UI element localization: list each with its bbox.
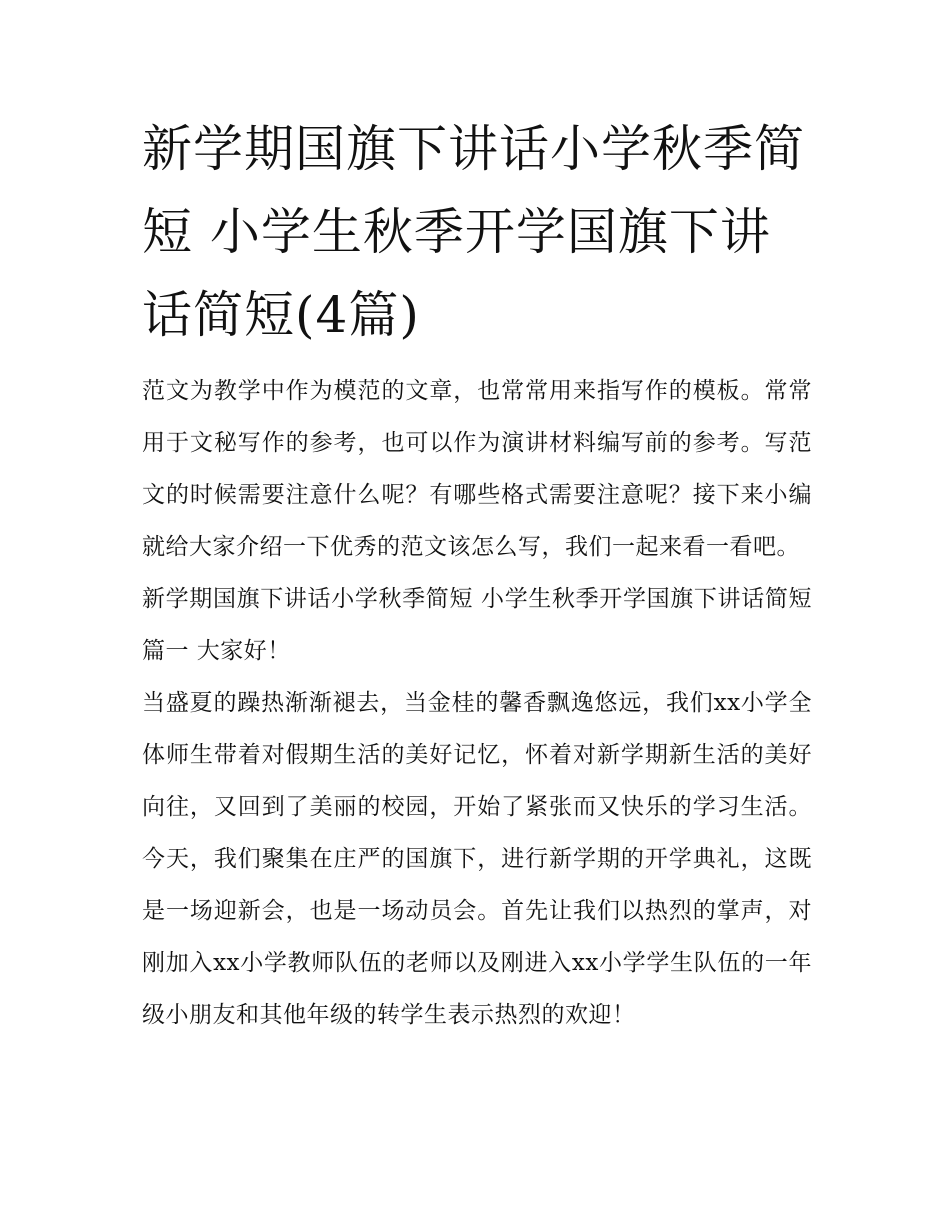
- document-title: 新学期国旗下讲话小学秋季简短 小学生秋季开学国旗下讲话简短(4篇): [142, 120, 805, 344]
- intro-paragraph: 范文为教学中作为模范的文章，也常常用来指写作的模板。常常用于文秘写作的参考，也可以作为演讲材料编写前的参考。写范文的时候需要注意什么呢？有哪些格式需要注意呢？接下来小编就给大家介绍一下优秀的范文该怎么写，我们一起来看一看吧。: [142, 378, 812, 560]
- section-heading-paragraph: 新学期国旗下讲话小学秋季简短 小学生秋季开学国旗下讲话简短篇一 大家好！: [142, 586, 812, 664]
- document-page: [142, 108, 812, 1041]
- speech-paragraph: 当盛夏的躁热渐渐褪去，当金桂的馨香飘逸悠远，我们xx小学全体师生带着对假期生活的美好记忆，怀着对新学期新生活的美好向往，又回到了美丽的校园，开始了紧张而又快乐的学习生活。今天，我们聚集在庄严的国旗下，进行新学期的开学典礼，这既是一场迎新会，也是一场动员会。首先让我们以热烈的掌声，对刚加入xx小学教师队伍的老师以及刚进入xx小学学生队伍的一年级小朋友和其他年级的转学生表示热烈的欢迎！: [142, 690, 812, 1028]
